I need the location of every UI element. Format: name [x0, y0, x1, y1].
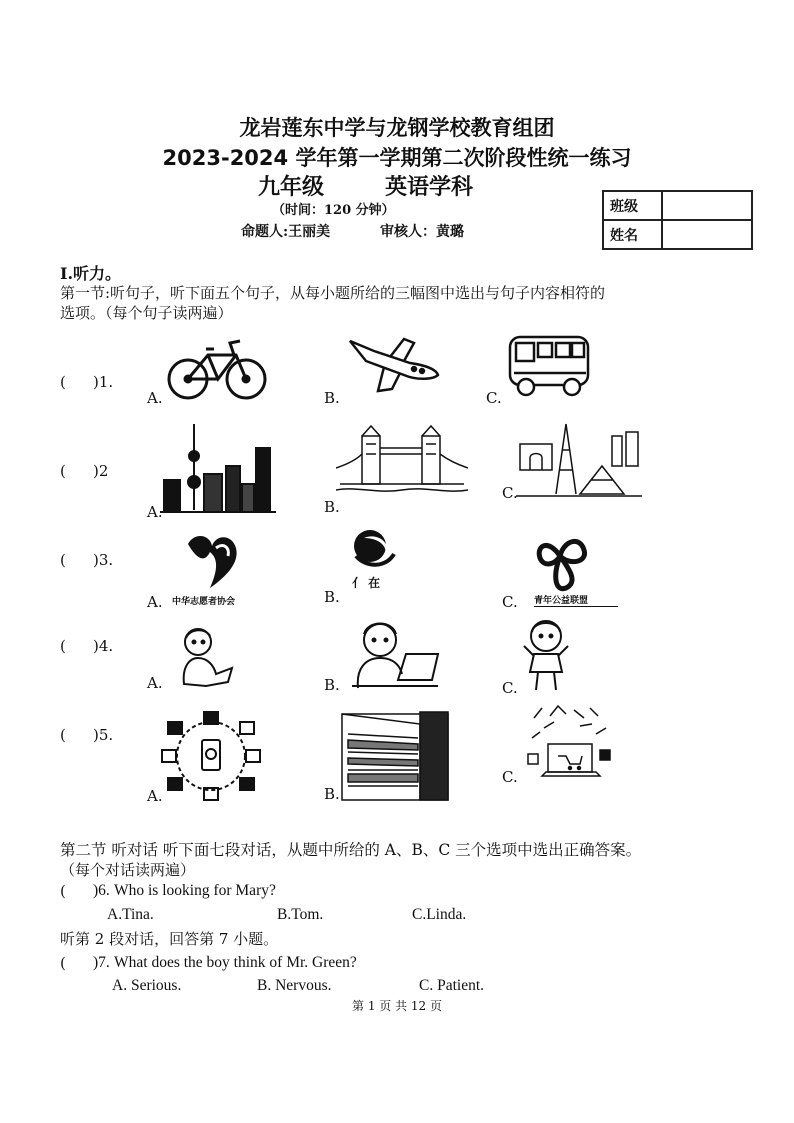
question-number: )4. [93, 637, 114, 655]
boy-reading-image[interactable] [176, 624, 236, 690]
logo-caption: 青年公益联盟 [534, 593, 618, 607]
option-label: C. [502, 484, 518, 502]
airplane-image[interactable] [344, 335, 442, 397]
logo-caption: 中华志愿者协会 [172, 597, 236, 607]
answer-bracket[interactable]: ( [60, 551, 66, 569]
grade-label: 九年级 [258, 175, 325, 200]
answer-option[interactable]: C. Patient. [419, 977, 485, 994]
volunteer-logo-a[interactable] [180, 530, 240, 590]
answer-option[interactable]: C.Linda. [412, 906, 467, 923]
option-label: A. [147, 389, 163, 407]
online-shopping-diagram-image[interactable] [160, 710, 262, 802]
supermarket-shelves-image[interactable] [340, 708, 450, 802]
option-label: A. [147, 787, 163, 805]
option-label: B. [324, 389, 340, 407]
question-number: )5. [93, 726, 114, 744]
answer-bracket[interactable]: ( [60, 373, 66, 391]
option-label: A. [147, 593, 163, 611]
answer-option[interactable]: A.Tina. [107, 906, 154, 923]
question-number: )7. [93, 954, 110, 971]
option-label: A. [147, 674, 163, 692]
answer-bracket[interactable]: ( [60, 462, 66, 480]
student-info-table [602, 190, 753, 250]
school-title: 龙岩莲东中学与龙钢学校教育组团 [239, 116, 555, 140]
subject-label: 英语学科 [385, 175, 474, 200]
page-number: 第 1 页 共 12 页 [352, 999, 442, 1013]
part1-instruction-line2: 选项。（每个句子读两遍） [60, 304, 233, 322]
exam-title: 2023-2024 学年第一学期第二次阶段性统一练习 [162, 146, 632, 170]
bicycle-image[interactable] [166, 335, 268, 401]
option-label: C. [502, 679, 518, 697]
answer-option[interactable]: B.Tom. [277, 906, 324, 923]
bus-image[interactable] [506, 333, 592, 399]
question-number: )3. [93, 551, 114, 569]
option-label: A. [147, 503, 163, 521]
option-label: B. [324, 785, 340, 803]
option-label: C. [502, 768, 518, 786]
volunteer-logo-c[interactable] [530, 526, 592, 594]
class-field[interactable] [662, 191, 752, 220]
paris-landmarks-image[interactable] [516, 422, 642, 500]
logo-glyphs: 亻 在 [352, 576, 381, 590]
answer-option[interactable]: A. Serious. [112, 977, 182, 994]
answer-bracket[interactable]: ( [60, 882, 66, 900]
answer-option[interactable]: B. Nervous. [257, 977, 332, 994]
author-label: 命题人:王丽美 [241, 224, 331, 240]
question-number: )6. [93, 882, 110, 899]
answer-bracket[interactable]: ( [60, 954, 66, 972]
answer-bracket[interactable]: ( [60, 726, 66, 744]
name-label: 姓名 [603, 220, 662, 249]
dialog-instruction: 听第 2 段对话，回答第 7 小题。 [60, 930, 279, 948]
boy-standing-image[interactable] [520, 616, 574, 692]
volunteer-logo-b[interactable] [350, 528, 398, 570]
part1-instruction-line1: 第一节:听句子，听下面五个句子，从每小题所给的三幅图中选出与句子内容相符的 [60, 284, 606, 302]
london-bridge-image[interactable] [336, 424, 468, 500]
option-label: B. [324, 498, 340, 516]
part2-instruction-line1: 第二节 听对话 听下面七段对话，从题中所给的 A、B、C 三个选项中选出正确答案。 [60, 841, 642, 859]
part2-instruction-line2: （每个对话读两遍） [60, 861, 196, 879]
option-label: B. [324, 676, 340, 694]
question-number: )1. [93, 373, 114, 391]
boy-laptop-image[interactable] [348, 618, 442, 690]
option-label: B. [324, 588, 340, 606]
class-label: 班级 [603, 191, 662, 220]
section-heading: I.听力。 [60, 264, 122, 283]
name-field[interactable] [662, 220, 752, 249]
shanghai-skyline-image[interactable] [160, 420, 276, 518]
question-number: )2 [93, 462, 109, 480]
option-label: C. [502, 593, 518, 611]
ecommerce-laptop-image[interactable] [524, 704, 614, 780]
question-text: What does the boy think of Mr. Green? [114, 954, 357, 971]
answer-bracket[interactable]: ( [60, 637, 66, 655]
time-limit: （时间：120 分钟） [272, 203, 395, 218]
reviewer-label: 审核人：黄璐 [380, 224, 464, 240]
question-text: Who is looking for Mary? [114, 882, 276, 899]
option-label: C. [486, 389, 502, 407]
